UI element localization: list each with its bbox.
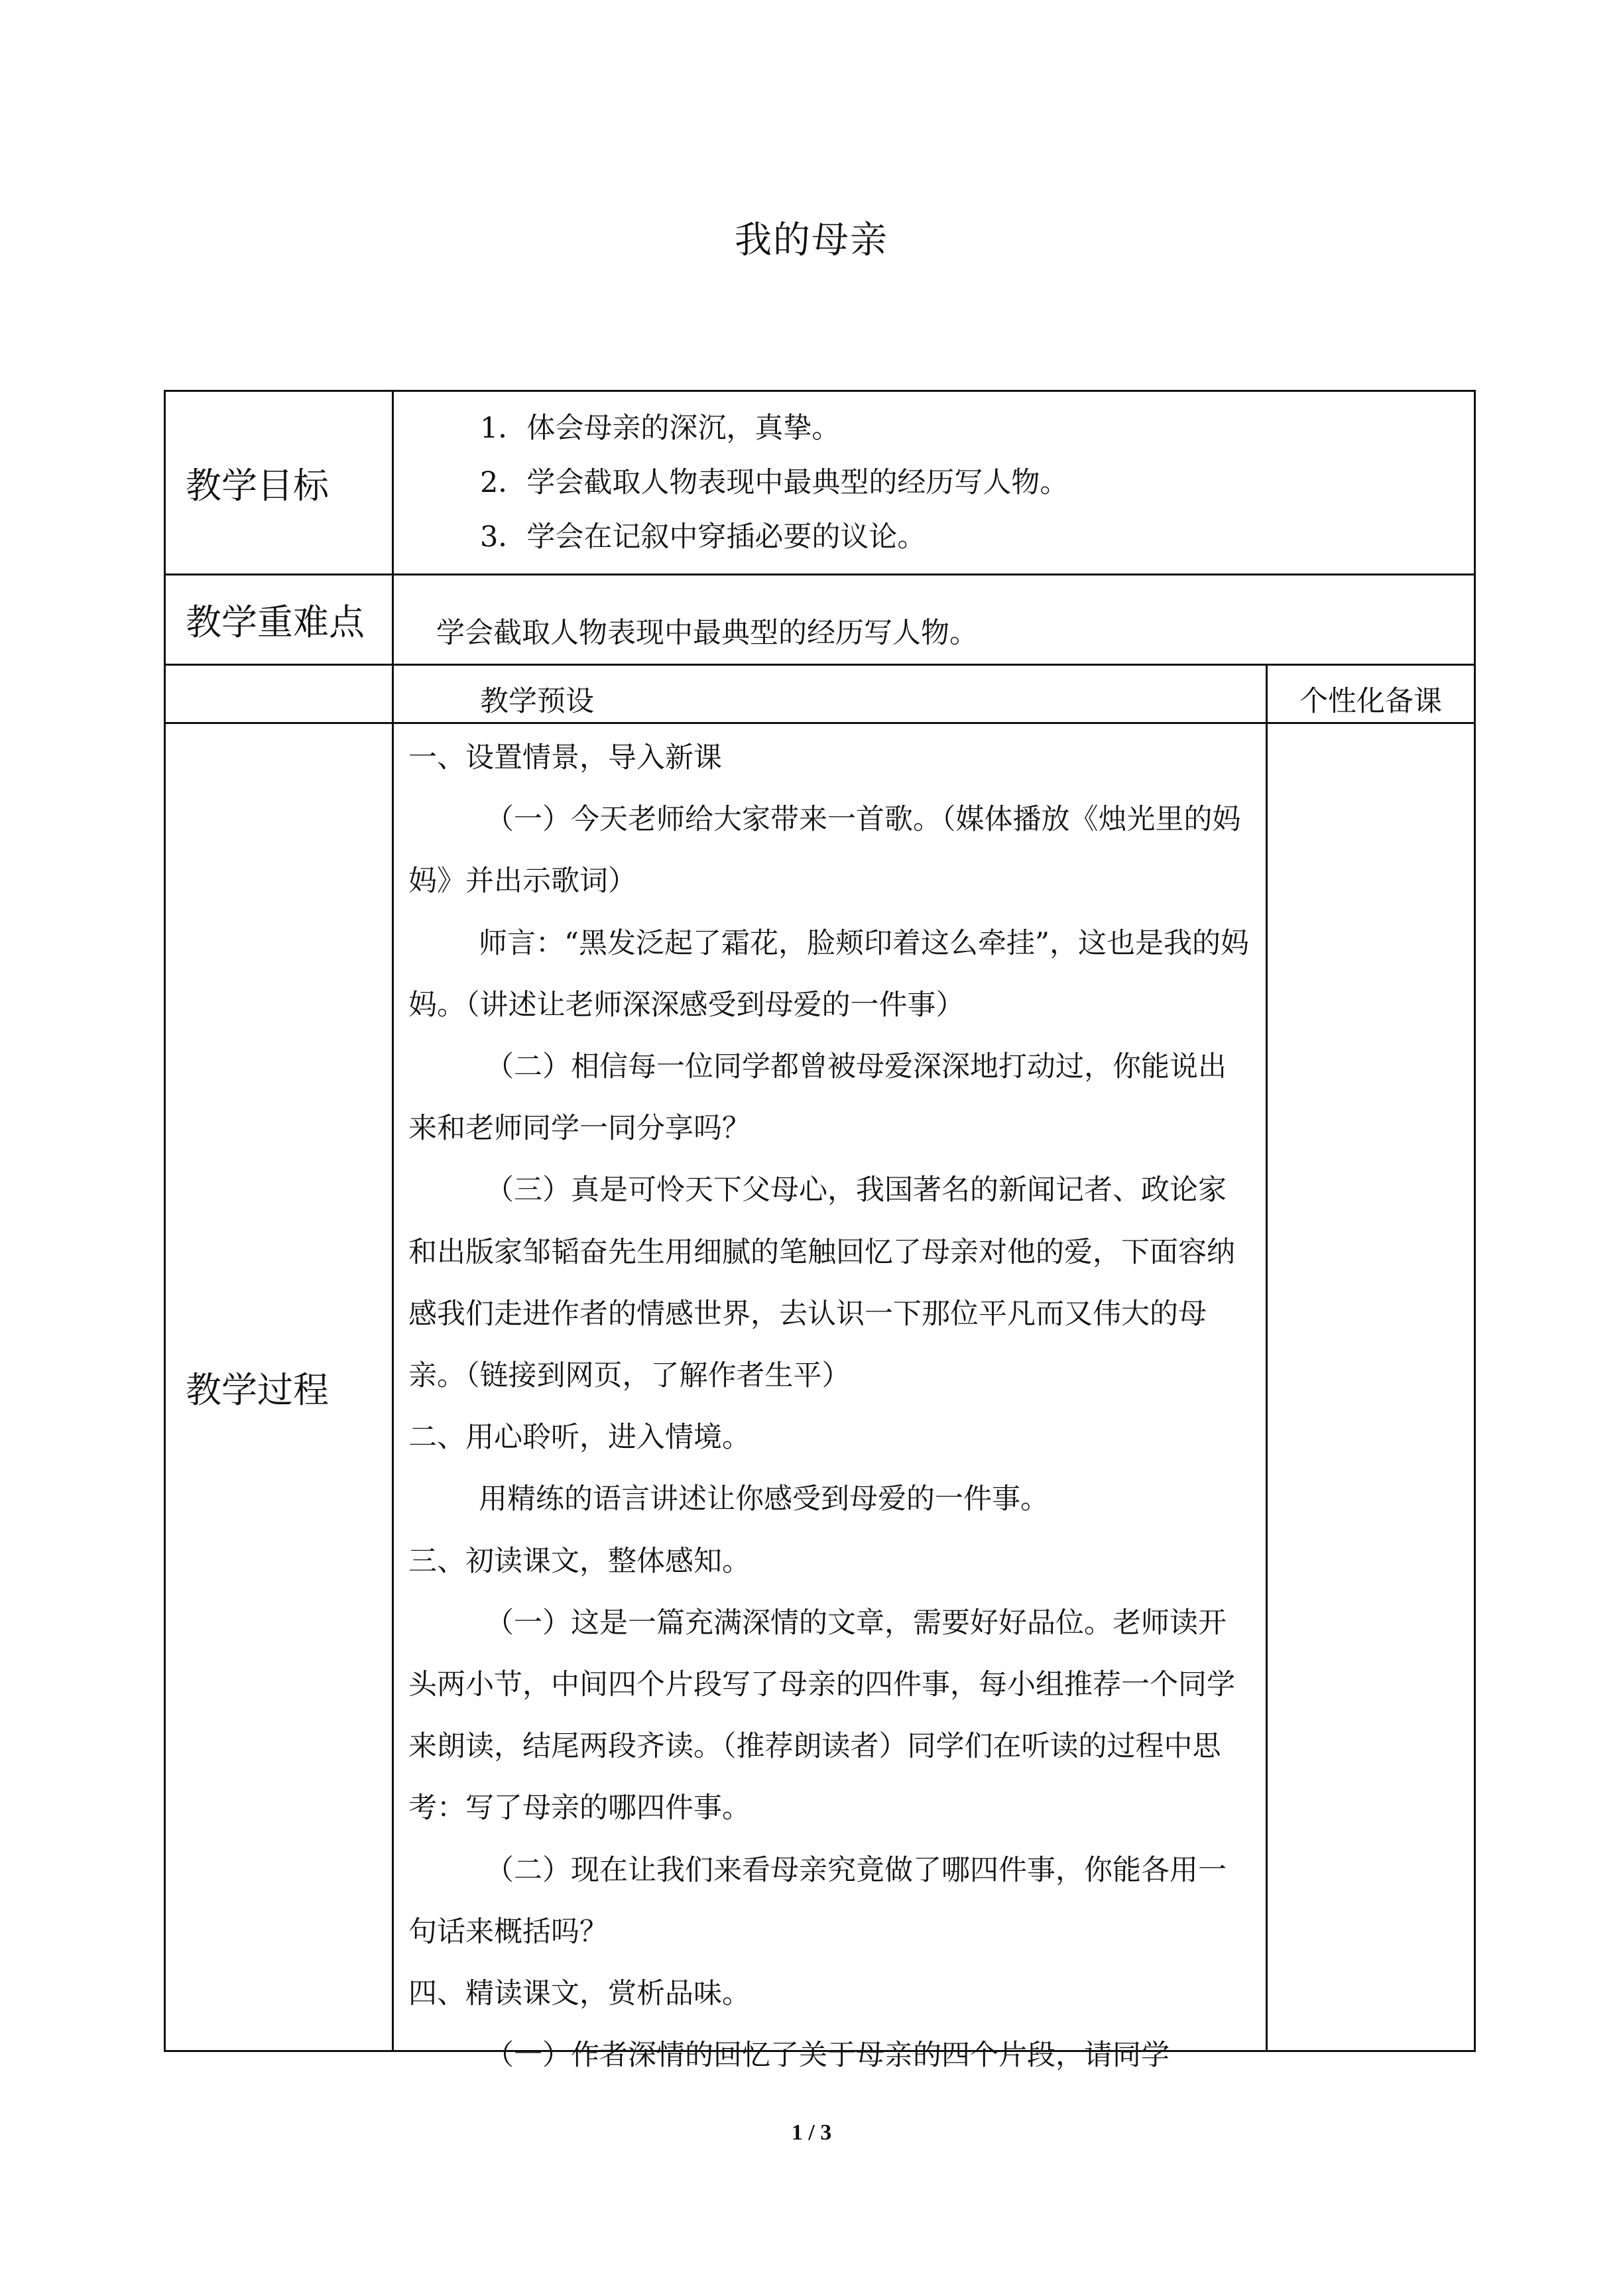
process-content-cell [393,723,1267,2073]
process-heading: 四、精读课文，赏析品味。 [408,1977,751,2011]
difficulty-text: 学会截取人物表现中最典型的经历写人物。 [393,575,1475,665]
process-heading: 一、设置情景，导入新课 [408,741,722,774]
header-preset: 教学预设 [393,665,1267,723]
process-row [165,723,1475,2051]
process-content [394,724,1266,2073]
goal-item: 3．学会在记叙中穿插必要的议论。 [480,520,926,554]
process-paragraph: 用精练的语言讲述让你感受到母爱的一件事。 [479,1482,1049,1516]
goals-row [165,391,1475,575]
header-row [165,665,1475,723]
process-paragraph: （一）今天老师给大家带来一首歌。（媒体播放《烛光里的妈妈》并出示歌词） [408,803,1241,898]
header-blank-cell [165,665,393,723]
process-heading: 二、用心聆听，进入情境。 [408,1421,751,1455]
process-paragraph: （一）作者深情的回忆了关于母亲的四个片段，请同学 [485,2039,1170,2073]
difficulty-row [165,575,1475,665]
process-paragraph: （二）现在让我们来看母亲究竟做了哪四件事，你能各用一句话来概括吗？ [408,1853,1227,1949]
goals-label: 教学目标 [165,391,393,575]
process-label: 教学过程 [165,723,393,2051]
process-heading: 三、初读课文，整体感知。 [408,1544,751,1578]
process-paragraph: （二）相信每一位同学都曾被母爱深深地打动过，你能说出来和老师同学一同分享吗？ [408,1050,1227,1146]
difficulty-label: 教学重难点 [165,575,393,665]
goal-item: 1．体会母亲的深沉，真挚。 [480,412,841,445]
goal-item: 2．学会截取人物表现中最典型的经历写人物。 [480,466,1069,499]
personal-prep-cell [1267,723,1475,2051]
page-title: 我的母亲 [735,219,888,262]
process-paragraph: （一）这是一篇充满深情的文章，需要好好品位。老师读开头两小节，中间四个片段写了母亲的四件事，每小组推荐一个同学来朗读，结尾两段齐读。（推荐朗读者）同学们在听读的过程中思考：写了母亲的哪四件事。 [408,1606,1235,1825]
process-paragraph: 师言：“黑发泛起了霜花，脸颊印着这么牵挂”，这也是我的妈妈。（讲述让老师深深感受到母爱的一件事） [408,926,1249,1022]
goals-content [393,391,1475,575]
process-paragraph: （三）真是可怜天下父母心，我国著名的新闻记者、政论家和出版家邹韬奋先生用细腻的笔触回忆了母亲对他的爱，下面容纳感我们走进作者的情感世界，去认识一下那位平凡而又伟大的母亲。（链接到网页，了解作者生平） [408,1174,1235,1393]
header-personal-prep: 个性化备课 [1267,665,1475,723]
lesson-plan-table [164,390,1476,2073]
page-number: 1 / 3 [791,2120,832,2145]
